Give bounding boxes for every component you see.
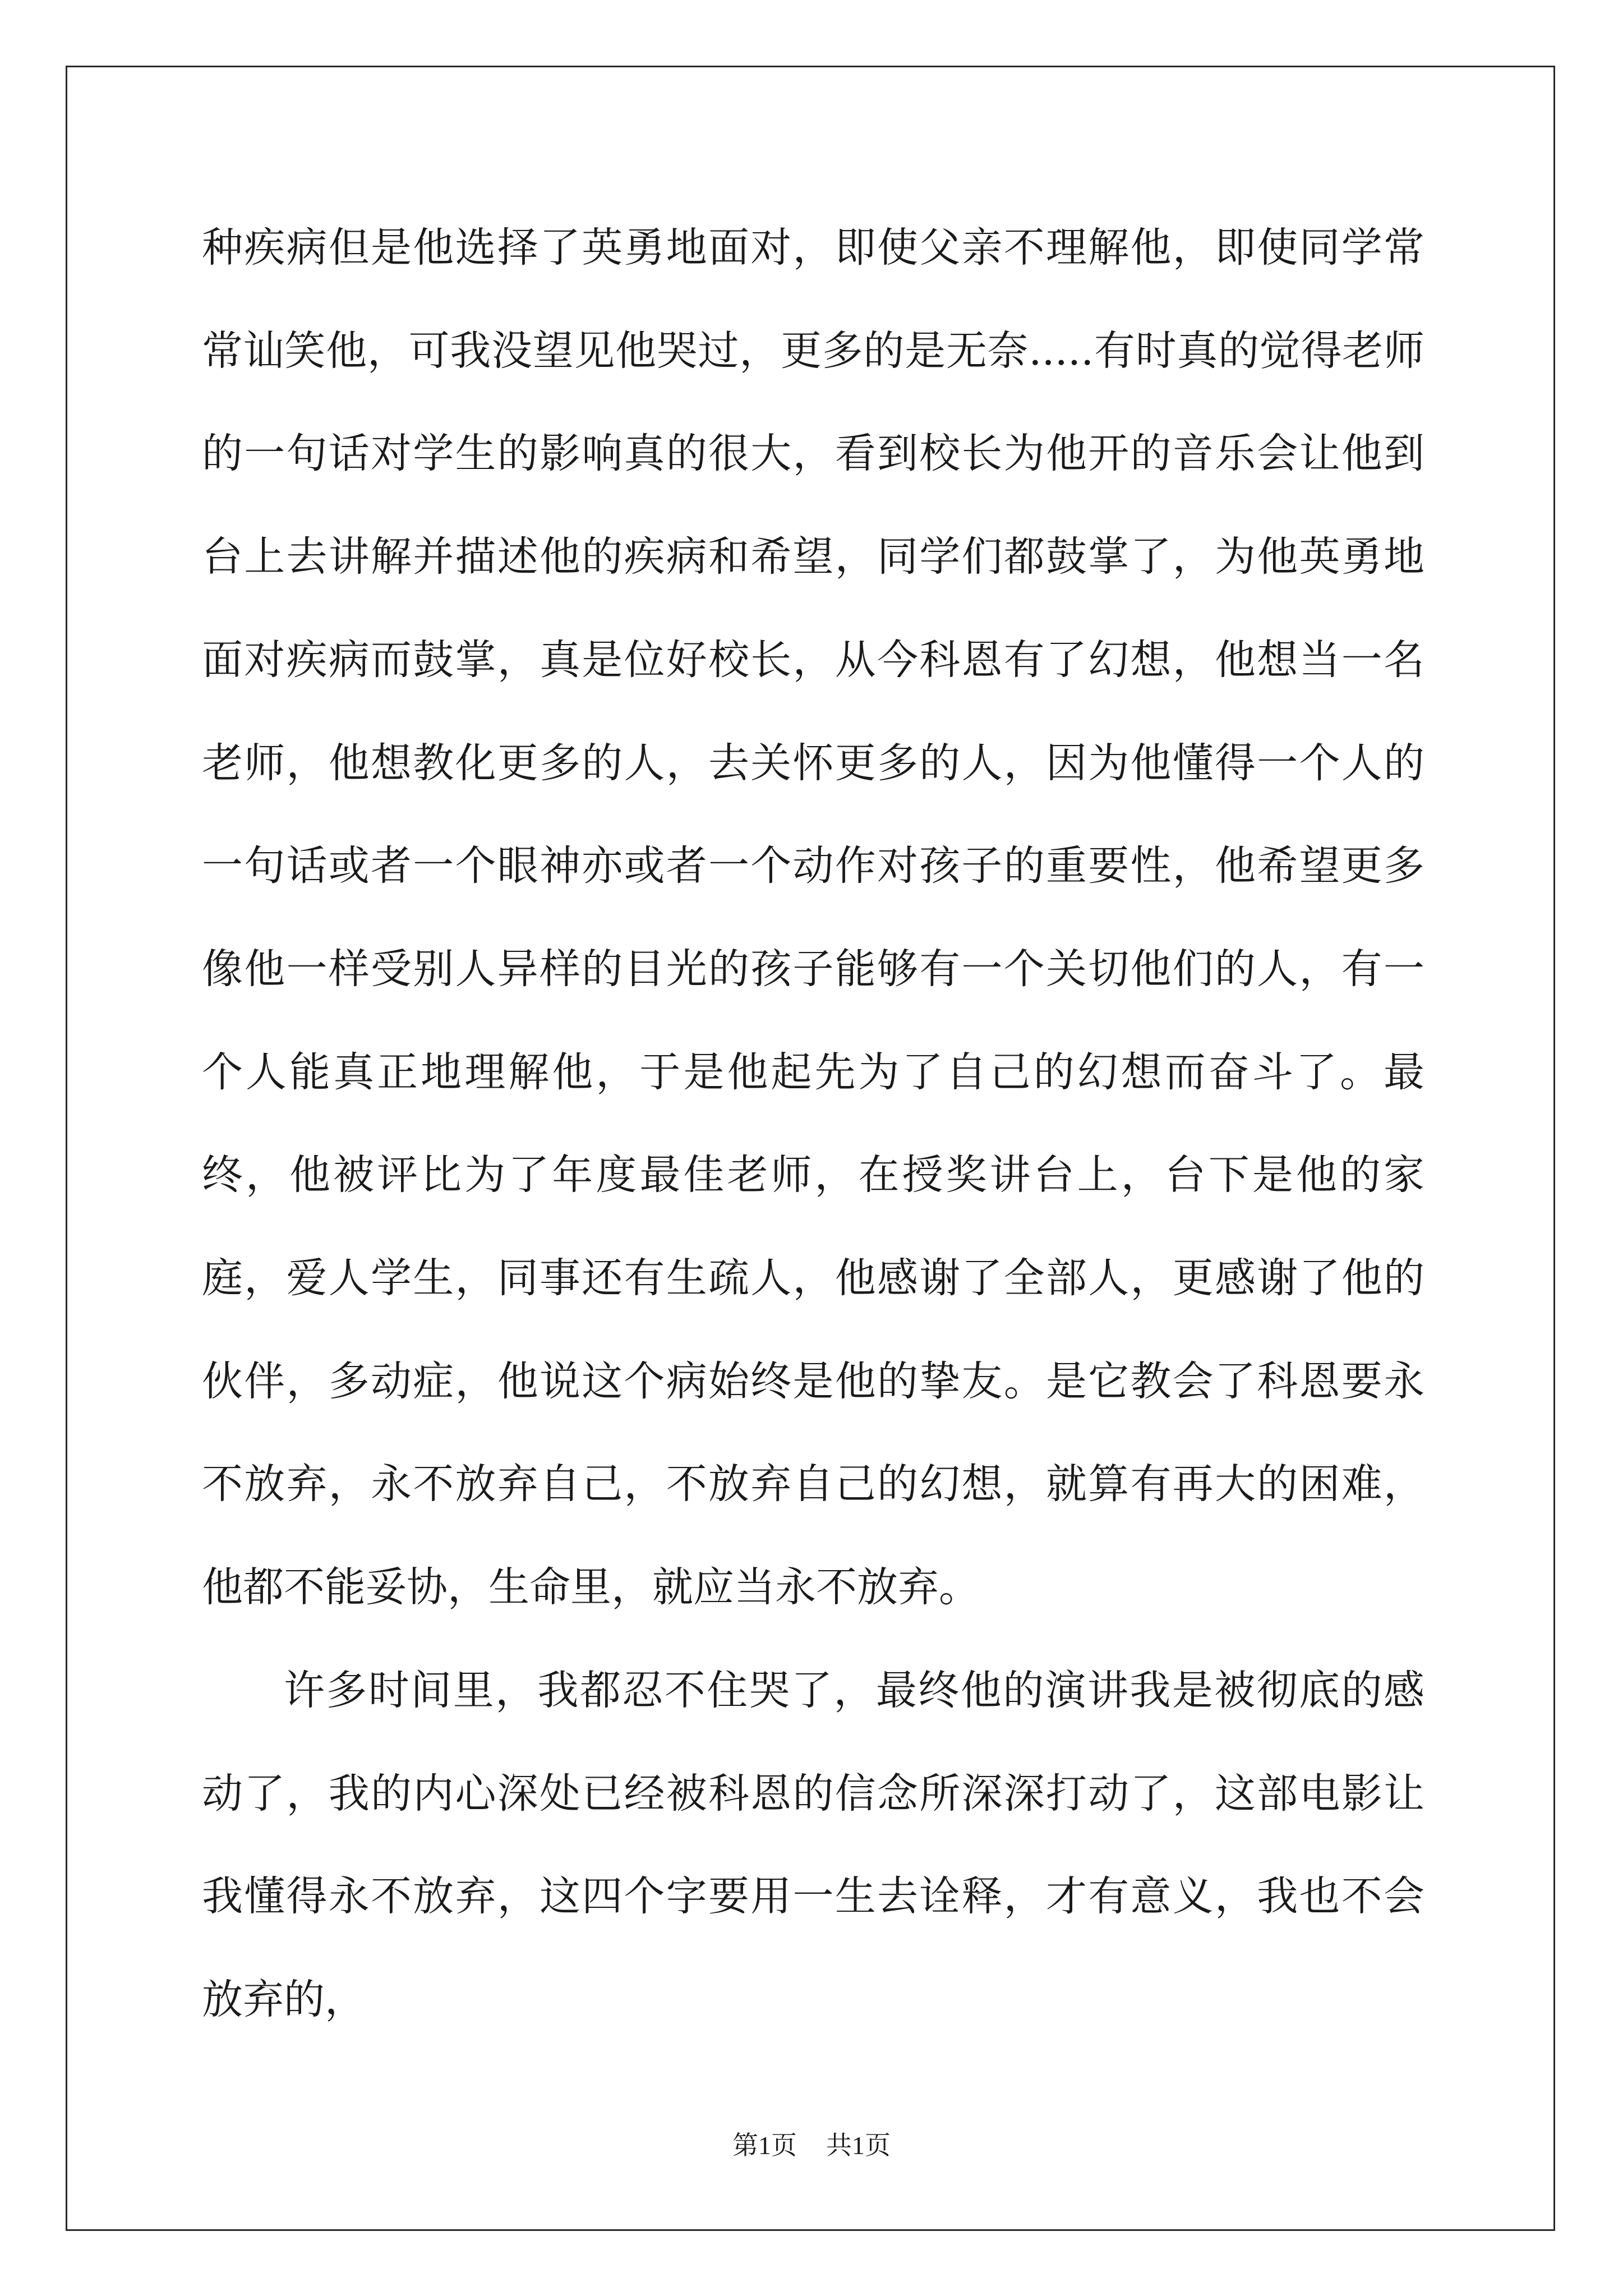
document-body xyxy=(202,196,1424,2051)
page-number-total: 共1页 xyxy=(826,2131,891,2160)
page-number-current: 第1页 xyxy=(732,2131,797,2160)
page-footer xyxy=(0,2129,1623,2162)
paragraph: 种疾病但是他选择了英勇地面对，即使父亲不理解他，即使同学常常讪笑他，可我没望见他哭过，更多的是无奈.....有时真的觉得老师的一句话对学生的影响真的很大，看到校长为他开的音乐会让他到台上去讲解并描述他的疾病和希望，同学们都鼓掌了，为他英勇地面对疾病而鼓掌，真是位好校长，从今科恩有了幻想，他想当一名老师，他想教化更多的人，去关怀更多的人，因为他懂得一个人的一句话或者一个眼神亦或者一个动作对孩子的重要性，他希望更多像他一样受别人异样的目光的孩子能够有一个关切他们的人，有一个人能真正地理解他，于是他起先为了自己的幻想而奋斗了。最终，他被评比为了年度最佳老师，在授奖讲台上，台下是他的家庭，爱人学生，同事还有生疏人，他感谢了全部人，更感谢了他的伙伴，多动症，他说这个病始终是他的挚友。是它教会了科恩要永不放弃，永不放弃自己，不放弃自己的幻想，就算有再大的困难，他都不能妥协，生命里，就应当永不放弃。 xyxy=(202,224,1424,1612)
paragraph: 许多时间里，我都忍不住哭了，最终他的演讲我是被彻底的感动了，我的内心深处已经被科恩的信念所深深打动了，这部电影让我懂得永不放弃，这四个字要用一生去诠释，才有意义，我也不会放弃的， xyxy=(202,1666,1424,2023)
